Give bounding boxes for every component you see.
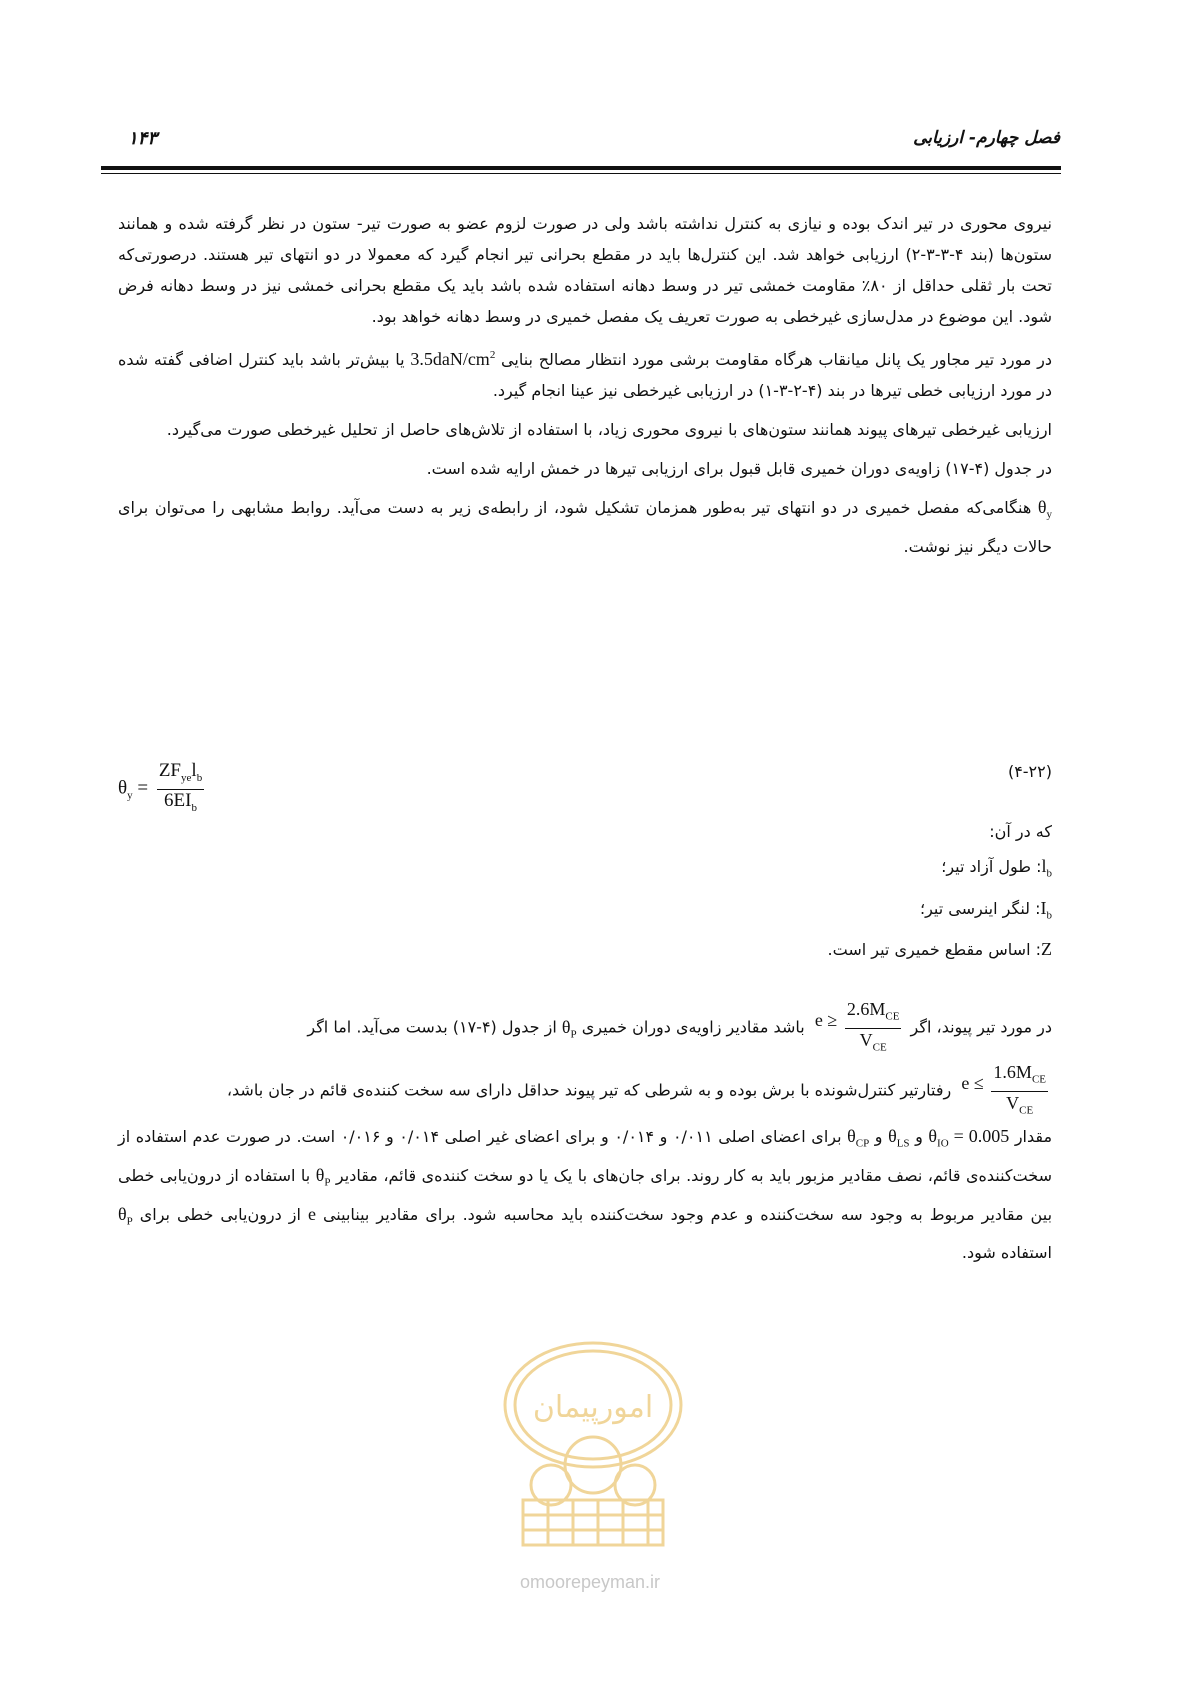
- paragraph-2: [118, 340, 1052, 406]
- p4-line-1: در جدول (۴-۱۷) زاویه‌ی دوران خمیری قابل قبول برای ارزیابی تیرها در خمش ارایه شده است.: [426, 459, 1052, 478]
- header-rule-thick: [101, 166, 1061, 170]
- watermark-logo-text: امورپیمان: [532, 1390, 654, 1425]
- p5-line-2: می‌توان برای حالات دیگر نیز نوشت.: [118, 498, 1052, 556]
- link-beam-condition-long: e ≥ $2.6M_{CE}$ $V_{CE}$: [814, 999, 900, 1054]
- definition-z: Z: اساس مقطع خمیری تیر است.: [827, 939, 1052, 960]
- p1-line-2: همانند ستون‌ها (بند ۴-۳-۳-۲) ارزیابی خواهد شد. این کنترل‌ها باید در مقطع بحرانی تیر انجام گیرد که معمولا در دو انتهای تیر: [118, 214, 1052, 264]
- paragraph-6: [118, 998, 1052, 1268]
- p1-line-5: خواهد بود.: [371, 307, 442, 326]
- paragraph-1: [118, 208, 1052, 332]
- equation-number: (۴-۲۲): [1007, 762, 1052, 781]
- equation-expression: $\theta_y$ = $\frac{ZF_{ye}l_b}{6EI_b}$: [118, 760, 208, 819]
- equation-4-22: [118, 746, 1052, 814]
- p1-line-3: هستند. درصورتی‌که تحت بار ثقلی حداقل از ۸۰٪ مقاومت خمشی تیر در وسط دهانه استفاده شده باشد باید یک مقطع بحرانی: [118, 245, 1053, 295]
- link-beam-condition-short: e ≤ $1.6M_{CE}$ $V_{CE}$: [961, 1062, 1046, 1117]
- equation-fraction: $\frac{ZF_{ye}l_b}{6EI_b}$: [158, 760, 203, 814]
- definition-lb: $l_b$: طول آزاد تیر؛: [941, 856, 1052, 880]
- paragraph-4: [118, 453, 1052, 484]
- p2-line-1a: در مورد تیر مجاور یک پانل میانقاب هرگاه مقاومت برشی مورد انتظار مصالح بنایی: [501, 350, 1053, 369]
- p5-line-1: هنگامی‌که مفصل خمیری در دو انتهای تیر به‌طور همزمان تشکیل شود، از رابطه‌ی زیر به دست می‌آید. روابط مشابهی را: [212, 498, 1032, 517]
- p3-line-1: ارزیابی غیرخطی تیرهای پیوند همانند ستون‌های با نیروی محوری زیاد، با استفاده از تلاش‌های حاصل از تحلیل غیرخطی: [276, 420, 1052, 439]
- chapter-title: فصل چهارم- ارزیابی: [913, 128, 1060, 148]
- header-rule-thin: [101, 173, 1061, 174]
- shear-strength-value: $3.5daN/cm^2$: [410, 349, 496, 369]
- p2-line-1b: یا بیش‌تر باشد باید کنترل: [238, 350, 405, 369]
- p6-line-2: e ≤ $1.6M_{CE}$ $V_{CE}$ رفتارتیر کنترل‌شونده با برش بوده و به شرطی که تیر پیوند حداقل دارای سه سخت کننده‌ی قائم در جان باشد،: [118, 1061, 1052, 1121]
- definitions-intro: که در آن:: [989, 822, 1052, 841]
- theta-y-symbol: $\theta_y$: [1037, 497, 1053, 521]
- p3-line-2: صورت می‌گیرد.: [166, 420, 272, 439]
- watermark-site: omoorepeyman.ir: [519, 1572, 661, 1592]
- definitions-list: [118, 815, 1052, 967]
- paragraph-3: [118, 414, 1052, 445]
- page-number: ۱۴۳: [128, 128, 158, 149]
- p6-line-3: مقدار $\theta_{IO} = 0.005$ و $\theta_{LS}$ و $\theta_{CP}$ برای اعضای اصلی ۰/۰۱۱ و ۰/۰۱۴ و برای اعضای غیر اصلی ۰/۰۱۴ و ۰/۰۱۶ است. در صورت عدم استفاده از سخت‌کننده‌ی قائم، نصف مقادیر مزبور باید به کار روند. برای جان‌های با یک یا دو سخت کننده‌ی قائم، مقادیر $\theta_P$ با استفاده از درون‌یابی خطی بین مقادیر مربوط به وجود سه سخت‌کننده و عدم وجود سخت‌کننده باید محاسبه شود. برای مقادیر بینابینی e از درون‌یابی خطی برای $\theta_P$ استفاده شود.: [118, 1126, 1053, 1263]
- body-text: [118, 208, 1052, 562]
- paragraph-5: [118, 492, 1052, 562]
- page-header: [100, 128, 1060, 152]
- definition-ib: $I_b$: لنگر اینرسی تیر؛: [919, 897, 1052, 922]
- p6-line-1: در مورد تیر پیوند، اگر e ≥ $2.6M_{CE}$ $V_{CE}$ باشد مقادیر زاویه‌ی دوران خمیری $\theta_P$ از جدول (۴-۱۷) بدست می‌آید. اما اگر: [118, 998, 1052, 1061]
- p1-line-4: خمشی نیز در وسط دهانه فرض شود. این موضوع در مدل‌سازی غیرخطی به صورت تعریف یک مفصل خمیری در وسط دهانه: [118, 276, 1052, 326]
- watermark-logo: [493, 1335, 693, 1555]
- p1-line-1: نیروی محوری در تیر اندک بوده و نیازی به کنترل نداشته باشد ولی در صورت لزوم عضو به صورت تیر- ستون در نظر گرفته شده و: [164, 214, 1052, 233]
- p2-line-2: اضافی گفته شده در مورد ارزیابی خطی تیرها در بند (۴-۲-۳-۱) در ارزیابی غیرخطی نیز عینا انجام گیرد.: [118, 350, 1052, 400]
